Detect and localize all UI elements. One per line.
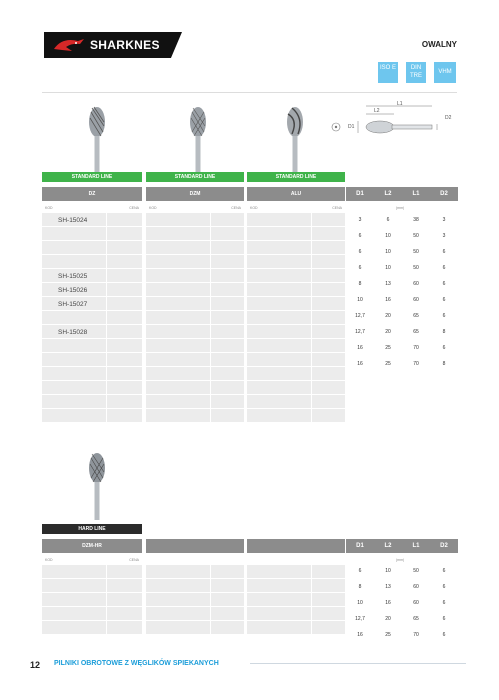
code-row — [247, 213, 345, 227]
dim-header-l2: L2 — [384, 191, 392, 197]
code-row — [146, 381, 244, 395]
dim-value: 20 — [385, 329, 391, 335]
dim-value: 12,7 — [355, 329, 365, 335]
col-sub-3: KOD CENA — [250, 206, 342, 210]
code-row — [247, 409, 345, 423]
dim-value: 20 — [385, 313, 391, 319]
code-row — [146, 339, 244, 353]
code-row — [146, 269, 244, 283]
dim-value: 50 — [413, 568, 419, 574]
code-row — [146, 283, 244, 297]
code-row — [42, 283, 142, 297]
dims-row — [346, 627, 458, 643]
dim-header-d1: D1 — [356, 191, 364, 197]
dims-row — [346, 244, 458, 260]
code-row — [146, 213, 244, 227]
dim-value: 50 — [413, 249, 419, 255]
dim-value: 50 — [413, 265, 419, 271]
col-sub-2: KOD CENA — [149, 206, 241, 210]
code-grid-dzm — [146, 213, 244, 423]
product-code: SH-15025 — [58, 273, 88, 280]
code-row — [247, 593, 345, 607]
dim-value: 65 — [413, 616, 419, 622]
cut-header-dzm: DZM — [146, 187, 244, 201]
code-row — [42, 579, 142, 593]
unit-label-bottom: (mm) — [396, 558, 405, 562]
badge-vhm: VHM — [434, 62, 456, 83]
code-row — [247, 621, 345, 635]
code-row — [42, 339, 142, 353]
dim-value: 10 — [385, 233, 391, 239]
dims-row — [346, 579, 458, 595]
dim-value: 6 — [358, 265, 362, 271]
dim-header-l1: L1 — [412, 191, 420, 197]
footer-title: PILNIKI OBROTOWE Z WĘGLIKÓW SPIEKANYCH — [54, 660, 219, 667]
dims-row — [346, 611, 458, 627]
dim-value: 6 — [442, 281, 446, 287]
diagram-label-d1: D1 — [348, 124, 355, 130]
dim-value: 16 — [385, 600, 391, 606]
cut-header-alu: ALU — [247, 187, 345, 201]
tool-image-alu — [280, 104, 310, 174]
code-row — [247, 565, 345, 579]
code-row — [42, 621, 142, 635]
dim-value: 60 — [413, 281, 419, 287]
brand-name: SHARKNES — [90, 38, 160, 52]
code-row — [42, 409, 142, 423]
dim-value: 13 — [385, 281, 391, 287]
empty-header-3 — [247, 539, 345, 553]
code-row — [42, 269, 142, 283]
code-row — [146, 367, 244, 381]
dim-value: 65 — [413, 313, 419, 319]
dims-row — [346, 292, 458, 308]
code-row — [146, 607, 244, 621]
product-code: SH-15027 — [58, 301, 88, 308]
dims-row — [346, 308, 458, 324]
dim-value: 6 — [442, 345, 446, 351]
dim-value: 6 — [442, 568, 446, 574]
dim-value: 6 — [442, 616, 446, 622]
dims-row — [346, 563, 458, 579]
dim-value: 6 — [386, 217, 390, 223]
code-grid-alu — [247, 213, 345, 423]
code-row — [42, 227, 142, 241]
dim-value: 6 — [442, 249, 446, 255]
line-label-2: STANDARD LINE — [146, 172, 244, 182]
code-row — [146, 565, 244, 579]
code-grid-dz — [42, 213, 142, 423]
code-row — [42, 353, 142, 367]
dim-value: 16 — [357, 345, 363, 351]
code-row — [146, 409, 244, 423]
code-row — [146, 353, 244, 367]
dim-value: 8 — [358, 281, 362, 287]
code-row — [247, 579, 345, 593]
code-row — [247, 311, 345, 325]
product-code: SH-15024 — [58, 217, 88, 224]
cut-header-dz: DZ — [42, 187, 142, 201]
dimension-diagram — [326, 100, 456, 146]
code-row — [42, 593, 142, 607]
col-sub-1: KOD CENA — [45, 206, 139, 210]
code-row — [146, 227, 244, 241]
divider — [42, 92, 457, 93]
code-row — [247, 241, 345, 255]
dim-value: 10 — [385, 265, 391, 271]
code-row — [247, 297, 345, 311]
dim-value: 16 — [385, 297, 391, 303]
line-label-1: STANDARD LINE — [42, 172, 142, 182]
dim-value: 6 — [442, 313, 446, 319]
diagram-label-l2: L2 — [374, 108, 380, 114]
code-row — [247, 367, 345, 381]
dim-value: 8 — [358, 584, 362, 590]
code-row — [42, 565, 142, 579]
dim-header-d2: D2 — [440, 191, 448, 197]
code-row — [247, 255, 345, 269]
code-row — [146, 579, 244, 593]
code-row — [247, 353, 345, 367]
code-row — [247, 269, 345, 283]
dims-row — [346, 260, 458, 276]
tool-image-dzm — [183, 104, 213, 174]
empty-header-2 — [146, 539, 244, 553]
dim-value: 12,7 — [355, 616, 365, 622]
product-code: SH-15028 — [58, 329, 88, 336]
col-sub-hard: KOD CENA — [45, 558, 139, 562]
code-grid-dzm-hr — [42, 565, 142, 635]
page-shape-title: OWALNY — [421, 40, 457, 49]
code-row — [146, 241, 244, 255]
dim-value: 25 — [385, 345, 391, 351]
dim-value: 13 — [385, 584, 391, 590]
footer-rule — [250, 663, 466, 664]
dim-value: 10 — [357, 600, 363, 606]
code-row — [42, 367, 142, 381]
code-row — [42, 381, 142, 395]
badge-iso: ISO E — [378, 62, 398, 83]
product-code: SH-15026 — [58, 287, 88, 294]
diagram-label-l1: L1 — [397, 101, 403, 107]
dim-value: 6 — [358, 568, 362, 574]
dim-value: 10 — [385, 249, 391, 255]
code-row — [146, 593, 244, 607]
code-grid-empty-2 — [146, 565, 244, 635]
dim-value: 38 — [413, 217, 419, 223]
dim-value: 70 — [413, 345, 419, 351]
shark-logo-icon — [52, 35, 86, 55]
dim-value: 20 — [385, 616, 391, 622]
dims-row — [346, 212, 458, 228]
cut-header-dzm-hr: DZM-HR — [42, 539, 142, 553]
dim-value: 16 — [357, 632, 363, 638]
code-row — [247, 607, 345, 621]
dim-value: 10 — [385, 568, 391, 574]
dims-table-top — [346, 212, 458, 372]
dims-row — [346, 276, 458, 292]
dim-value: 6 — [442, 297, 446, 303]
dims-row — [346, 356, 458, 372]
line-label-3: STANDARD LINE — [247, 172, 345, 182]
code-row — [42, 325, 142, 339]
dims-header-top — [346, 187, 458, 201]
dim-value: 8 — [442, 361, 446, 367]
dims-row — [346, 340, 458, 356]
dim-value: 70 — [413, 361, 419, 367]
badge-din: DIN TRE — [406, 62, 426, 83]
code-row — [42, 311, 142, 325]
dim-value: 65 — [413, 329, 419, 335]
dims-row — [346, 228, 458, 244]
code-grid-empty-3 — [247, 565, 345, 635]
dim-value: 6 — [442, 265, 446, 271]
dim-value: 6 — [358, 233, 362, 239]
dim-value: 10 — [357, 297, 363, 303]
code-row — [146, 255, 244, 269]
code-row — [247, 395, 345, 409]
dim-value: 6 — [442, 600, 446, 606]
code-row — [146, 325, 244, 339]
dim-value: 70 — [413, 632, 419, 638]
dim-value: 16 — [357, 361, 363, 367]
dim-value: 50 — [413, 233, 419, 239]
dims-header-bottom: D1 L2 L1 D2 — [346, 539, 458, 553]
code-row — [42, 297, 142, 311]
dims-row — [346, 595, 458, 611]
dim-value: 8 — [442, 329, 446, 335]
unit-label-top: (mm) — [396, 206, 405, 210]
code-row — [42, 395, 142, 409]
dim-value: 60 — [413, 584, 419, 590]
code-row — [146, 297, 244, 311]
code-row — [42, 241, 142, 255]
dim-value: 6 — [358, 249, 362, 255]
dim-value: 25 — [385, 632, 391, 638]
code-row — [247, 339, 345, 353]
dims-row — [346, 324, 458, 340]
page-number: 12 — [30, 660, 41, 670]
dim-value: 6 — [442, 584, 446, 590]
code-row — [146, 395, 244, 409]
code-row — [146, 621, 244, 635]
dim-value: 12,7 — [355, 313, 365, 319]
code-row — [247, 325, 345, 339]
dim-value: 3 — [358, 217, 362, 223]
dim-value: 60 — [413, 297, 419, 303]
code-row — [247, 381, 345, 395]
code-row — [42, 213, 142, 227]
dim-value: 6 — [442, 632, 446, 638]
code-row — [146, 311, 244, 325]
code-row — [42, 607, 142, 621]
code-row — [42, 255, 142, 269]
dim-value: 3 — [442, 233, 446, 239]
dims-table-bottom — [346, 563, 458, 643]
dim-value: 3 — [442, 217, 446, 223]
code-row — [247, 227, 345, 241]
tool-image-dz — [82, 104, 112, 174]
dim-value: 25 — [385, 361, 391, 367]
tool-image-dzm-hr — [82, 450, 112, 522]
diagram-label-d2: D2 — [445, 115, 452, 121]
dim-value: 60 — [413, 600, 419, 606]
code-row — [247, 283, 345, 297]
line-label-hard: HARD LINE — [42, 524, 142, 534]
